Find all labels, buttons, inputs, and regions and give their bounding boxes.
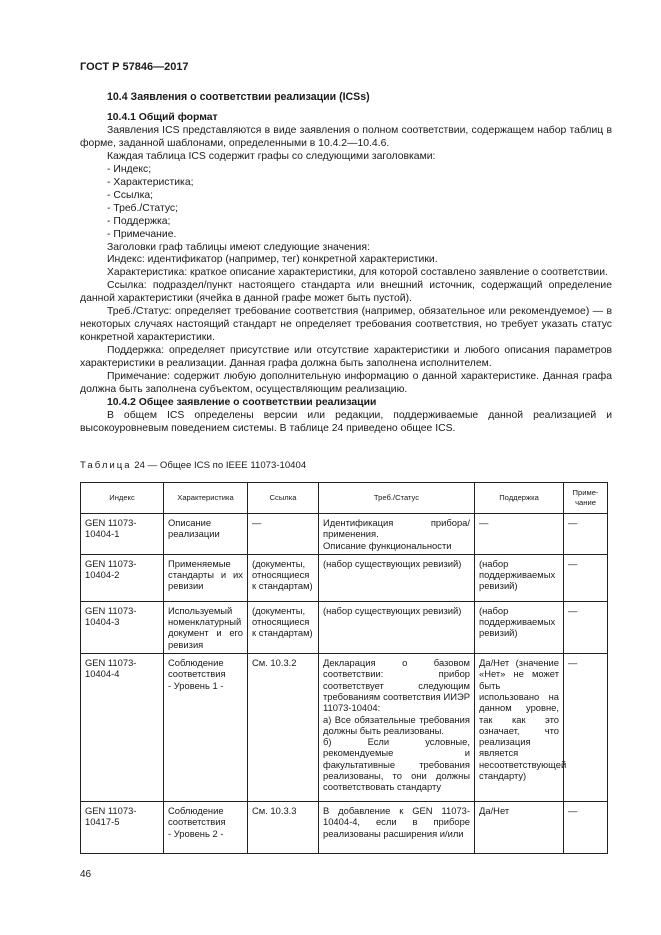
paragraph: Каждая таблица ICS содержит графы со следующими заголовками: <box>107 150 436 162</box>
paragraph: Треб./Статус: определяет требование соответствия (например, обязательное или рекомендуемое) — в некоторых случаях настоящий стандарт не определяет требования соответствия, но требует указать статус конкретной характеристики. <box>80 306 612 344</box>
cell: (набор поддерживаемых ревизий) <box>475 554 564 601</box>
cell-text: б) Если условные, рекомендуемые и факультативные требования реализованы, то они должны соответствовать стандарту <box>323 736 470 793</box>
cell-text: Идентификация прибора/ применения. <box>323 517 470 540</box>
document-header: ГОСТ Р 57846—2017 <box>80 61 189 73</box>
cell: GEN 11073-10404-4 <box>81 654 164 802</box>
cell-text: Соблюдение соответствия <box>168 805 226 828</box>
cell: GEN 11073-10404-2 <box>81 554 164 601</box>
table-header-row <box>81 483 608 514</box>
paragraph: Характеристика: краткое описание характеристики, для которой составлено заявление о соответствии. <box>107 267 608 279</box>
paragraph: Примечание: содержит любую дополнительную информацию о данной характеристике. Данная графа должна быть заполнена субъектом, осуществляющим реализацию. <box>80 371 612 396</box>
cell: — <box>475 514 564 555</box>
cell: Используемый номенклатурный документ и его ревизия <box>164 601 248 653</box>
col-header: Ссылка <box>248 483 319 514</box>
cell: (документы, относящиеся к стандартам) <box>248 601 319 653</box>
cell-text: а) Все обязательные требования должны быть реализованы. <box>323 713 470 736</box>
list-item: - Треб./Статус; <box>107 202 179 214</box>
cell: GEN 11073-10417-5 <box>81 802 164 854</box>
cell: (набор поддерживаемых ревизий) <box>475 601 564 653</box>
cell: В добавление к GEN 11073-10404-4, если в приборе реализованы расширения и/или <box>319 802 475 854</box>
cell <box>319 654 475 802</box>
cell <box>164 802 248 854</box>
cell-text: Декларация о базовом соответствии: прибор соответствует следующим требованиям соответствия ИИЭР 11073-10404: <box>323 657 470 714</box>
col-header: Характеристика <box>164 483 248 514</box>
col-header: Приме-чание <box>564 483 608 514</box>
table-row <box>81 554 608 601</box>
body-text <box>80 112 612 436</box>
paragraph: Ссылка: подраздел/пункт настоящего стандарта или внешний источник, содержащий определение данной характеристики (ячейка в данной графе может быть пустой). <box>80 280 612 305</box>
cell-text: Соблюдение соответствия <box>168 657 226 680</box>
cell: GEN 11073-10404-3 <box>81 601 164 653</box>
cell <box>164 654 248 802</box>
table-row <box>81 514 608 555</box>
cell: См. 10.3.3 <box>248 802 319 854</box>
cell: — <box>564 654 608 802</box>
cell <box>319 514 475 555</box>
page-number: 46 <box>80 869 92 880</box>
caption-word: Таблица <box>80 460 132 471</box>
subsection-title: 10.4.2 Общее заявление о соответствии реализации <box>107 396 377 408</box>
cell-text: Описание функциональности <box>323 539 452 551</box>
cell-text: - Уровень 2 - <box>168 827 224 839</box>
cell: Применяемые стандарты и их ревизии <box>164 554 248 601</box>
cell: — <box>564 514 608 555</box>
paragraph: В общем ICS определены версии или редакции, поддерживаемые данной реализацией и высокоуровневым поведением системы. В таблице 24 приведено общее ICS. <box>80 409 612 434</box>
list-item: - Индекс; <box>107 163 152 175</box>
list-item: - Поддержка; <box>107 215 171 227</box>
ics-table <box>80 482 608 854</box>
table-caption <box>80 460 306 471</box>
list-item: - Примечание. <box>107 228 177 240</box>
cell: — <box>564 554 608 601</box>
paragraph: Заявления ICS представляются в виде заявления о полном соответствии, содержащем набор таблиц в форме, заданной шаблонами, определенными в 10.4.2—10.4.6. <box>80 124 612 149</box>
list-item: - Характеристика; <box>107 176 194 188</box>
cell: (набор существующих ревизий) <box>319 601 475 653</box>
table-row <box>81 654 608 802</box>
cell: — <box>564 601 608 653</box>
caption-text: 24 — Общее ICS по IEEE 11073-10404 <box>134 460 307 471</box>
cell: — <box>248 514 319 555</box>
cell: Описание реализации <box>164 514 248 555</box>
cell: — <box>564 802 608 854</box>
paragraph: Индекс: идентификатор (например, тег) конкретной характеристики. <box>107 254 438 266</box>
section-title: 10.4 Заявления о соответствии реализации (ICSs) <box>107 91 370 103</box>
list-item: - Ссылка; <box>107 189 154 201</box>
col-header: Индекс <box>81 483 164 514</box>
col-header: Треб./Статус <box>319 483 475 514</box>
cell: См. 10.3.2 <box>248 654 319 802</box>
cell-text: - Уровень 1 - <box>168 679 224 691</box>
subsection-title: 10.4.1 Общий формат <box>107 112 218 123</box>
cell: Да/Нет <box>475 802 564 854</box>
table-row <box>81 802 608 854</box>
col-header: Поддержка <box>475 483 564 514</box>
paragraph: Поддержка: определяет присутствие или отсутствие характеристики и любого описания параметров характеристики в реализации. Данная графа должна быть заполнена исполнителем. <box>80 345 612 370</box>
paragraph: Заголовки граф таблицы имеют следующие значения: <box>107 241 370 253</box>
cell: GEN 11073-10404-1 <box>81 514 164 555</box>
cell: (набор существующих ревизий) <box>319 554 475 601</box>
table-row <box>81 601 608 653</box>
cell: Да/Нет (значение «Нет» не может быть использовано на данном уровне, так как это означает, что реализация является несоответствующей стандарту) <box>475 654 564 802</box>
cell: (документы, относящиеся к стандартам) <box>248 554 319 601</box>
